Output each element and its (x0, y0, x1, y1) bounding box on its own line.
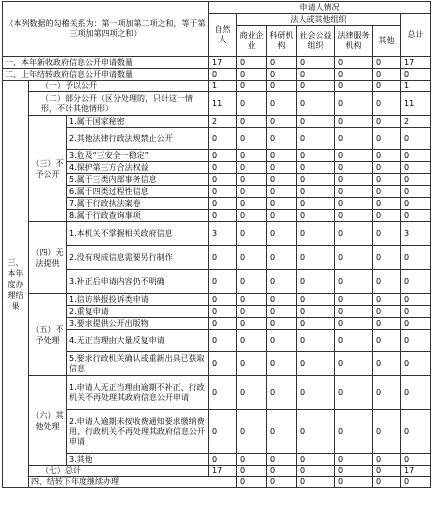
cell-value: 0 (401, 477, 431, 488)
cell-value: 0 (297, 270, 335, 294)
cell-value: 0 (237, 352, 267, 376)
cell-value: 0 (401, 410, 431, 454)
cell-value: 0 (373, 306, 401, 318)
cell-value: 0 (237, 306, 267, 318)
cell-value: 0 (267, 210, 297, 222)
row-label: （七）总计 (29, 466, 209, 477)
cell-value: 0 (335, 186, 373, 198)
cell-value: 0 (237, 162, 267, 174)
cell-value: 2 (209, 116, 237, 128)
table-row (3, 466, 431, 477)
cell-value: 0 (401, 162, 431, 174)
cell-value: 0 (237, 410, 267, 454)
col-natural-person: 自然人 (209, 14, 237, 57)
row-label: 四、结转下年度继续办理 (29, 477, 237, 488)
cell-value: 0 (335, 330, 373, 352)
cell-value: 0 (297, 57, 335, 69)
cell-value: 2 (401, 116, 431, 128)
cell-value: 0 (401, 376, 431, 410)
cell-value: 0 (335, 57, 373, 69)
cell-value: 0 (209, 330, 237, 352)
cell-value: 0 (297, 294, 335, 306)
table-row (3, 92, 431, 116)
cell-value: 0 (267, 198, 297, 210)
cell-value: 0 (373, 376, 401, 410)
cell-value: 0 (373, 246, 401, 270)
cell-value: 0 (335, 222, 373, 246)
cell-value: 0 (335, 352, 373, 376)
cell-value: 0 (237, 466, 267, 477)
table-row (3, 186, 431, 198)
cell-value: 0 (335, 454, 373, 466)
table-row (3, 330, 431, 352)
cell-value: 0 (267, 410, 297, 454)
cell-value: 0 (297, 222, 335, 246)
cell-value: 0 (237, 69, 267, 81)
col-legal-service: 法律服务机构 (335, 26, 373, 57)
cell-value: 0 (267, 81, 297, 92)
group-label: （四）无法提供 (29, 222, 67, 294)
table-row (3, 477, 431, 488)
cell-value: 0 (297, 92, 335, 116)
cell-value: 0 (335, 210, 373, 222)
row-label: 5.要求行政机关确认或重新出具已获取信息 (67, 352, 209, 376)
cell-value: 0 (209, 69, 237, 81)
cell-value: 0 (209, 376, 237, 410)
cell-value: 0 (297, 352, 335, 376)
table-row (3, 222, 431, 246)
table-row (3, 454, 431, 466)
table-row (3, 81, 431, 92)
cell-value: 0 (401, 246, 431, 270)
applicant-group-header: 申请人情况 (209, 2, 431, 14)
cell-value: 3 (401, 222, 431, 246)
cell-value: 0 (335, 69, 373, 81)
cell-value: 0 (373, 352, 401, 376)
cell-value: 0 (297, 69, 335, 81)
cell-value: 0 (373, 318, 401, 330)
cell-value: 0 (335, 116, 373, 128)
cell-value: 0 (401, 210, 431, 222)
cell-value: 0 (373, 81, 401, 92)
table-row (3, 174, 431, 186)
cell-value: 0 (237, 477, 267, 488)
table-row (3, 294, 431, 306)
cell-value: 0 (335, 270, 373, 294)
row-label: 2.其他法律行政法规禁止公开 (67, 128, 209, 150)
cell-value: 0 (297, 477, 335, 488)
col-other: 其他 (373, 26, 401, 57)
row-label: 一、本年新收政府信息公开申请数量 (3, 57, 209, 69)
row-label: 1.申请人无正当理由逾期不补正、行政机关不再处理其政府信息公开申请 (67, 376, 209, 410)
row-label: 8.属于行政查询事项 (67, 210, 209, 222)
cell-value: 0 (209, 128, 237, 150)
cell-value: 0 (237, 186, 267, 198)
cell-value: 0 (373, 150, 401, 162)
group-label: （六）其他处理 (29, 376, 67, 466)
cell-value: 0 (335, 376, 373, 410)
cell-value: 0 (373, 210, 401, 222)
cell-value: 0 (373, 294, 401, 306)
table-row (3, 150, 431, 162)
cell-value: 0 (209, 454, 237, 466)
col-total: 总计 (401, 14, 431, 57)
cell-value: 0 (267, 454, 297, 466)
cell-value: 0 (373, 466, 401, 477)
cell-value: 0 (335, 466, 373, 477)
cell-value: 0 (297, 306, 335, 318)
cell-value: 0 (297, 466, 335, 477)
cell-value: 0 (335, 92, 373, 116)
cell-value: 0 (209, 410, 237, 454)
col-commercial: 商业企业 (237, 26, 267, 57)
cell-value: 0 (297, 376, 335, 410)
cell-value: 0 (209, 294, 237, 306)
cell-value: 0 (335, 294, 373, 306)
cell-value: 0 (335, 410, 373, 454)
cell-value: 0 (237, 222, 267, 246)
cell-value: 0 (209, 162, 237, 174)
cell-value: 0 (209, 352, 237, 376)
cell-value: 0 (267, 270, 297, 294)
cell-value: 0 (373, 128, 401, 150)
cell-value: 0 (373, 410, 401, 454)
cell-value: 0 (237, 128, 267, 150)
cell-value: 0 (373, 477, 401, 488)
table-row (3, 306, 431, 318)
cell-value: 0 (335, 81, 373, 92)
cell-value: 0 (209, 318, 237, 330)
row-label: 6.属于四类过程性信息 (67, 186, 209, 198)
table-row (3, 162, 431, 174)
cell-value: 0 (297, 162, 335, 174)
table-row (3, 246, 431, 270)
cell-value: 0 (297, 318, 335, 330)
row-label: 3.补正后申请内容仍不明确 (67, 270, 209, 294)
cell-value: 0 (401, 186, 431, 198)
cell-value: 0 (335, 150, 373, 162)
cell-value: 0 (209, 186, 237, 198)
row-label: （一）予以公开 (29, 81, 209, 92)
cell-value: 0 (267, 128, 297, 150)
cell-value: 0 (237, 116, 267, 128)
table-row (3, 376, 431, 410)
cell-value: 0 (267, 246, 297, 270)
cell-value: 0 (373, 69, 401, 81)
cell-value: 0 (237, 92, 267, 116)
cell-value: 0 (401, 270, 431, 294)
cell-value: 0 (373, 454, 401, 466)
cell-value: 0 (373, 198, 401, 210)
cell-value: 0 (209, 150, 237, 162)
cell-value: 0 (237, 150, 267, 162)
cell-value: 0 (373, 57, 401, 69)
cell-value: 0 (401, 454, 431, 466)
table-row (3, 318, 431, 330)
cell-value: 0 (401, 306, 431, 318)
row-label: （二）部分公开（区分处理的，只计这一情形，不计其他情形） (29, 92, 209, 116)
cell-value: 0 (267, 222, 297, 246)
cell-value: 0 (335, 477, 373, 488)
table-row (3, 410, 431, 454)
foi-statistics-table (2, 1, 431, 488)
cell-value: 0 (209, 306, 237, 318)
row-label: 4.无正当理由大量反复申请 (67, 330, 209, 352)
cell-value: 0 (335, 162, 373, 174)
cell-value: 0 (401, 330, 431, 352)
row-label: 7.属于行政执法案卷 (67, 198, 209, 210)
cell-value: 0 (297, 410, 335, 454)
cell-value: 0 (267, 477, 297, 488)
table-row (3, 198, 431, 210)
cell-value: 0 (237, 210, 267, 222)
row-label: 二、上年结转政府信息公开申请数量 (3, 69, 209, 81)
table-row (3, 210, 431, 222)
cell-value: 0 (267, 186, 297, 198)
table-row (3, 57, 431, 69)
cell-value: 1 (401, 81, 431, 92)
cell-value: 0 (267, 162, 297, 174)
row-label: 3.危及“三安全一稳定” (67, 150, 209, 162)
row-label: 1.本机关不掌握相关政府信息 (67, 222, 209, 246)
cell-value: 0 (267, 352, 297, 376)
row-label: 2.申请人逾期未按收费通知要求缴纳费用、行政机关不再处理其政府信息公开申请 (67, 410, 209, 454)
row-label: 1.属于国家秘密 (67, 116, 209, 128)
cell-value: 0 (237, 294, 267, 306)
cell-value: 0 (267, 92, 297, 116)
cell-value: 0 (267, 69, 297, 81)
cell-value: 0 (297, 210, 335, 222)
cell-value: 0 (267, 376, 297, 410)
cell-value: 0 (297, 198, 335, 210)
cell-value: 0 (297, 454, 335, 466)
table-row (3, 69, 431, 81)
cell-value: 0 (335, 198, 373, 210)
cell-value: 0 (373, 116, 401, 128)
cell-value: 17 (401, 57, 431, 69)
cell-value: 1 (209, 81, 237, 92)
cell-value: 0 (401, 198, 431, 210)
table-row (3, 128, 431, 150)
row-label: 4.保护第三方合法权益 (67, 162, 209, 174)
cell-value: 17 (209, 57, 237, 69)
cell-value: 0 (297, 330, 335, 352)
cell-value: 0 (297, 186, 335, 198)
cell-value: 0 (209, 270, 237, 294)
cell-value: 0 (237, 318, 267, 330)
cell-value: 0 (373, 92, 401, 116)
cell-value: 0 (267, 174, 297, 186)
cell-value: 0 (373, 222, 401, 246)
cell-value: 11 (209, 92, 237, 116)
cell-value: 0 (297, 128, 335, 150)
cell-value: 0 (209, 198, 237, 210)
cell-value: 0 (267, 294, 297, 306)
cell-value: 0 (209, 174, 237, 186)
cell-value: 0 (373, 330, 401, 352)
cell-value: 0 (401, 294, 431, 306)
cell-value: 0 (401, 128, 431, 150)
row-label: 5.属于三类内部事务信息 (67, 174, 209, 186)
cell-value: 0 (209, 210, 237, 222)
cell-value: 0 (297, 116, 335, 128)
cell-value: 0 (237, 454, 267, 466)
cell-value: 0 (335, 246, 373, 270)
col-research: 科研机构 (267, 26, 297, 57)
cell-value: 0 (335, 128, 373, 150)
cell-value: 0 (267, 318, 297, 330)
cell-value: 0 (237, 330, 267, 352)
cell-value: 0 (297, 81, 335, 92)
cell-value: 0 (373, 270, 401, 294)
cell-value: 0 (267, 466, 297, 477)
cell-value: 0 (237, 198, 267, 210)
cell-value: 0 (335, 306, 373, 318)
cell-value: 11 (401, 92, 431, 116)
cell-value: 0 (297, 246, 335, 270)
row-label: 2.重复申请 (67, 306, 209, 318)
cell-value: 0 (373, 186, 401, 198)
cell-value: 0 (237, 174, 267, 186)
section3-label: 三、本年度办理结果 (3, 81, 29, 488)
header-note: （本列数据的勾稽关系为：第一项加第二项之和，等于第三项加第四项之和） (3, 2, 209, 57)
group-label: （三）不予公开 (29, 116, 67, 222)
cell-value: 3 (209, 222, 237, 246)
cell-value: 0 (237, 246, 267, 270)
cell-value: 17 (401, 466, 431, 477)
cell-value: 0 (401, 318, 431, 330)
table-row (3, 270, 431, 294)
row-label: 3.要求提供公开出版物 (67, 318, 209, 330)
cell-value: 17 (209, 466, 237, 477)
cell-value: 0 (297, 174, 335, 186)
group-label: （五）不予处理 (29, 294, 67, 376)
cell-value: 0 (267, 116, 297, 128)
cell-value: 0 (237, 270, 267, 294)
cell-value: 0 (267, 306, 297, 318)
cell-value: 0 (237, 81, 267, 92)
cell-value: 0 (335, 174, 373, 186)
cell-value: 0 (373, 162, 401, 174)
cell-value: 0 (209, 246, 237, 270)
table-row (3, 352, 431, 376)
cell-value: 0 (401, 69, 431, 81)
row-label: 1.信访举报投诉类申请 (67, 294, 209, 306)
legal-group-header: 法人或其他组织 (237, 14, 401, 26)
cell-value: 0 (297, 150, 335, 162)
cell-value: 0 (267, 57, 297, 69)
row-label: 3.其他 (67, 454, 209, 466)
cell-value: 0 (335, 318, 373, 330)
cell-value: 0 (267, 150, 297, 162)
col-social: 社会公益组织 (297, 26, 335, 57)
row-label: 2.没有现成信息需要另行制作 (67, 246, 209, 270)
cell-value: 0 (237, 57, 267, 69)
cell-value: 0 (401, 352, 431, 376)
cell-value: 0 (373, 174, 401, 186)
cell-value: 0 (401, 174, 431, 186)
table-row (3, 116, 431, 128)
cell-value: 0 (237, 376, 267, 410)
cell-value: 0 (401, 150, 431, 162)
cell-value: 0 (267, 330, 297, 352)
